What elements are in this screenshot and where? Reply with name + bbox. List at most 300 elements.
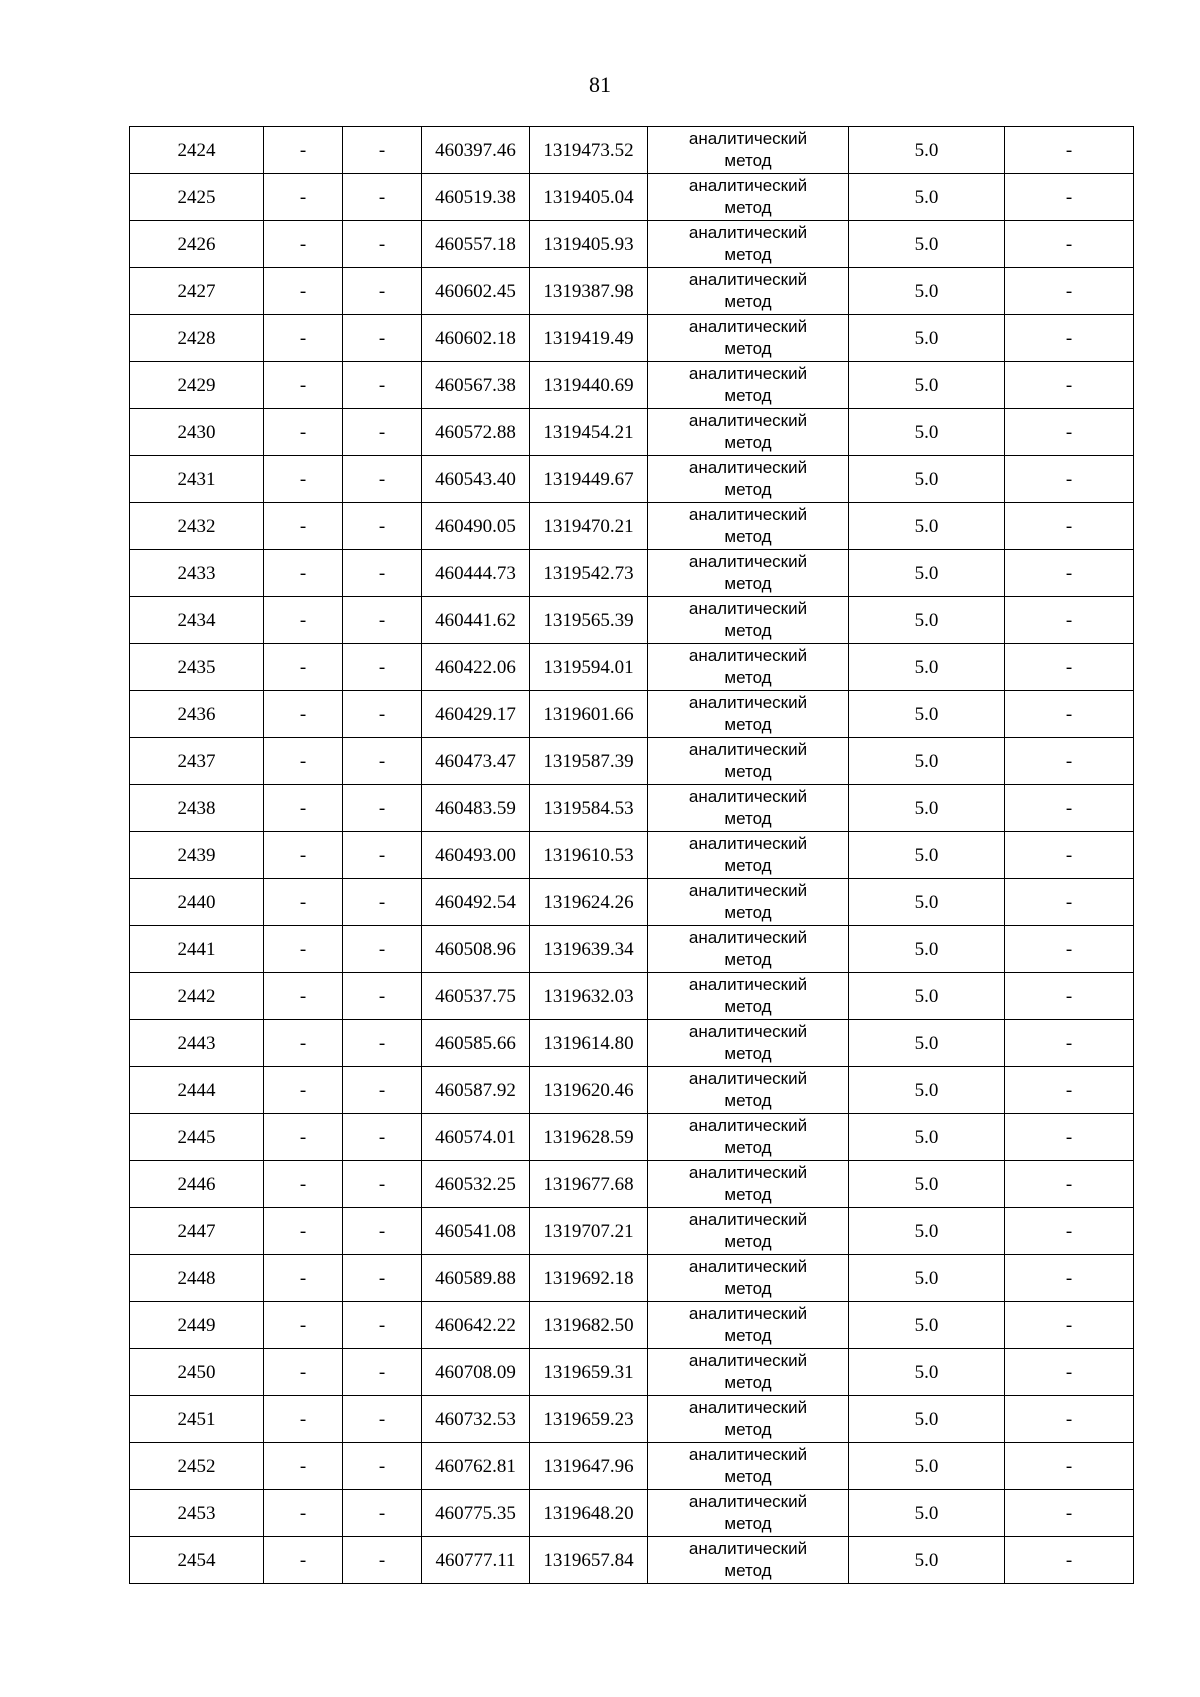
method-cell <box>648 268 849 315</box>
accuracy-cell: 5.0 <box>849 1020 1005 1067</box>
column-2-cell: - <box>264 973 343 1020</box>
method-line-1: аналитический <box>688 1257 808 1276</box>
y-coordinate-cell: 1319473.52 <box>530 127 648 174</box>
column-2-cell: - <box>264 1443 343 1490</box>
table-row <box>130 362 1134 409</box>
table-row <box>130 1537 1134 1584</box>
column-3-cell: - <box>343 1020 422 1067</box>
y-coordinate-cell: 1319648.20 <box>530 1490 648 1537</box>
method-cell <box>648 456 849 503</box>
column-3-cell: - <box>343 644 422 691</box>
table-row <box>130 644 1134 691</box>
accuracy-cell: 5.0 <box>849 879 1005 926</box>
y-coordinate-cell: 1319610.53 <box>530 832 648 879</box>
accuracy-cell: 5.0 <box>849 691 1005 738</box>
x-coordinate-cell: 460483.59 <box>422 785 530 832</box>
y-coordinate-cell: 1319440.69 <box>530 362 648 409</box>
point-number-cell: 2452 <box>130 1443 264 1490</box>
method-line-1: аналитический <box>688 646 808 665</box>
table-row <box>130 691 1134 738</box>
method-cell <box>648 832 849 879</box>
accuracy-cell: 5.0 <box>849 174 1005 221</box>
method-line-2: метод <box>724 950 772 969</box>
note-cell: - <box>1005 879 1134 926</box>
note-cell: - <box>1005 221 1134 268</box>
column-2-cell: - <box>264 597 343 644</box>
table-row <box>130 1396 1134 1443</box>
x-coordinate-cell: 460422.06 <box>422 644 530 691</box>
note-cell: - <box>1005 1067 1134 1114</box>
y-coordinate-cell: 1319632.03 <box>530 973 648 1020</box>
y-coordinate-cell: 1319692.18 <box>530 1255 648 1302</box>
column-2-cell: - <box>264 1302 343 1349</box>
method-line-2: метод <box>724 856 772 875</box>
y-coordinate-cell: 1319565.39 <box>530 597 648 644</box>
method-cell <box>648 362 849 409</box>
column-3-cell: - <box>343 268 422 315</box>
x-coordinate-cell: 460585.66 <box>422 1020 530 1067</box>
x-coordinate-cell: 460567.38 <box>422 362 530 409</box>
y-coordinate-cell: 1319647.96 <box>530 1443 648 1490</box>
column-3-cell: - <box>343 550 422 597</box>
method-line-2: метод <box>724 1514 772 1533</box>
column-2-cell: - <box>264 879 343 926</box>
table-row <box>130 1255 1134 1302</box>
accuracy-cell: 5.0 <box>849 1537 1005 1584</box>
accuracy-cell: 5.0 <box>849 785 1005 832</box>
method-line-2: метод <box>724 151 772 170</box>
method-line-2: метод <box>724 762 772 781</box>
column-2-cell: - <box>264 1114 343 1161</box>
note-cell: - <box>1005 832 1134 879</box>
table-row <box>130 1020 1134 1067</box>
method-cell <box>648 1537 849 1584</box>
accuracy-cell: 5.0 <box>849 362 1005 409</box>
note-cell: - <box>1005 550 1134 597</box>
method-cell <box>648 1114 849 1161</box>
column-3-cell: - <box>343 1208 422 1255</box>
method-line-1: аналитический <box>688 1116 808 1135</box>
x-coordinate-cell: 460642.22 <box>422 1302 530 1349</box>
point-number-cell: 2442 <box>130 973 264 1020</box>
method-line-1: аналитический <box>688 787 808 806</box>
note-cell: - <box>1005 1114 1134 1161</box>
point-number-cell: 2453 <box>130 1490 264 1537</box>
y-coordinate-cell: 1319624.26 <box>530 879 648 926</box>
column-2-cell: - <box>264 738 343 785</box>
accuracy-cell: 5.0 <box>849 409 1005 456</box>
note-cell: - <box>1005 1208 1134 1255</box>
method-line-1: аналитический <box>688 881 808 900</box>
table-row <box>130 456 1134 503</box>
y-coordinate-cell: 1319449.67 <box>530 456 648 503</box>
point-number-cell: 2434 <box>130 597 264 644</box>
table-row <box>130 221 1134 268</box>
column-2-cell: - <box>264 362 343 409</box>
y-coordinate-cell: 1319470.21 <box>530 503 648 550</box>
table-row <box>130 926 1134 973</box>
method-line-1: аналитический <box>688 1351 808 1370</box>
column-2-cell: - <box>264 926 343 973</box>
note-cell: - <box>1005 1302 1134 1349</box>
note-cell: - <box>1005 1537 1134 1584</box>
method-cell <box>648 1067 849 1114</box>
x-coordinate-cell: 460429.17 <box>422 691 530 738</box>
method-line-2: метод <box>724 809 772 828</box>
column-3-cell: - <box>343 1302 422 1349</box>
column-2-cell: - <box>264 1067 343 1114</box>
column-3-cell: - <box>343 456 422 503</box>
y-coordinate-cell: 1319587.39 <box>530 738 648 785</box>
x-coordinate-cell: 460574.01 <box>422 1114 530 1161</box>
x-coordinate-cell: 460492.54 <box>422 879 530 926</box>
column-2-cell: - <box>264 550 343 597</box>
column-2-cell: - <box>264 221 343 268</box>
accuracy-cell: 5.0 <box>849 973 1005 1020</box>
method-line-2: метод <box>724 1326 772 1345</box>
column-2-cell: - <box>264 691 343 738</box>
x-coordinate-cell: 460589.88 <box>422 1255 530 1302</box>
y-coordinate-cell: 1319628.59 <box>530 1114 648 1161</box>
method-line-2: метод <box>724 1420 772 1439</box>
point-number-cell: 2437 <box>130 738 264 785</box>
method-cell <box>648 1161 849 1208</box>
column-3-cell: - <box>343 1396 422 1443</box>
accuracy-cell: 5.0 <box>849 832 1005 879</box>
method-line-1: аналитический <box>688 1210 808 1229</box>
point-number-cell: 2450 <box>130 1349 264 1396</box>
y-coordinate-cell: 1319584.53 <box>530 785 648 832</box>
column-3-cell: - <box>343 597 422 644</box>
method-line-2: метод <box>724 480 772 499</box>
x-coordinate-cell: 460397.46 <box>422 127 530 174</box>
point-number-cell: 2438 <box>130 785 264 832</box>
method-line-2: метод <box>724 1561 772 1580</box>
method-cell <box>648 221 849 268</box>
table-row <box>130 1349 1134 1396</box>
column-3-cell: - <box>343 1537 422 1584</box>
method-line-2: метод <box>724 621 772 640</box>
x-coordinate-cell: 460508.96 <box>422 926 530 973</box>
table-row <box>130 1443 1134 1490</box>
column-3-cell: - <box>343 691 422 738</box>
method-line-2: метод <box>724 574 772 593</box>
point-number-cell: 2440 <box>130 879 264 926</box>
column-2-cell: - <box>264 174 343 221</box>
x-coordinate-cell: 460473.47 <box>422 738 530 785</box>
point-number-cell: 2426 <box>130 221 264 268</box>
x-coordinate-cell: 460602.45 <box>422 268 530 315</box>
table-row <box>130 503 1134 550</box>
table-row <box>130 597 1134 644</box>
accuracy-cell: 5.0 <box>849 268 1005 315</box>
method-line-2: метод <box>724 245 772 264</box>
table-row <box>130 268 1134 315</box>
note-cell: - <box>1005 315 1134 362</box>
table-row <box>130 1114 1134 1161</box>
y-coordinate-cell: 1319419.49 <box>530 315 648 362</box>
note-cell: - <box>1005 456 1134 503</box>
method-line-1: аналитический <box>688 1022 808 1041</box>
method-cell <box>648 785 849 832</box>
method-line-1: аналитический <box>688 505 808 524</box>
method-line-1: аналитический <box>688 223 808 242</box>
method-cell <box>648 926 849 973</box>
column-3-cell: - <box>343 832 422 879</box>
method-cell <box>648 127 849 174</box>
table-row <box>130 785 1134 832</box>
method-cell <box>648 738 849 785</box>
column-2-cell: - <box>264 315 343 362</box>
note-cell: - <box>1005 926 1134 973</box>
method-cell <box>648 174 849 221</box>
method-line-1: аналитический <box>688 599 808 618</box>
table-row <box>130 1302 1134 1349</box>
method-line-2: метод <box>724 527 772 546</box>
method-line-2: метод <box>724 1091 772 1110</box>
column-3-cell: - <box>343 503 422 550</box>
method-line-2: метод <box>724 1044 772 1063</box>
point-number-cell: 2449 <box>130 1302 264 1349</box>
point-number-cell: 2443 <box>130 1020 264 1067</box>
column-3-cell: - <box>343 127 422 174</box>
note-cell: - <box>1005 127 1134 174</box>
y-coordinate-cell: 1319657.84 <box>530 1537 648 1584</box>
x-coordinate-cell: 460543.40 <box>422 456 530 503</box>
column-2-cell: - <box>264 503 343 550</box>
accuracy-cell: 5.0 <box>849 1302 1005 1349</box>
method-line-2: метод <box>724 715 772 734</box>
accuracy-cell: 5.0 <box>849 1161 1005 1208</box>
y-coordinate-cell: 1319594.01 <box>530 644 648 691</box>
point-number-cell: 2454 <box>130 1537 264 1584</box>
method-cell <box>648 1396 849 1443</box>
y-coordinate-cell: 1319659.23 <box>530 1396 648 1443</box>
point-number-cell: 2444 <box>130 1067 264 1114</box>
method-line-1: аналитический <box>688 411 808 430</box>
note-cell: - <box>1005 174 1134 221</box>
accuracy-cell: 5.0 <box>849 1490 1005 1537</box>
column-3-cell: - <box>343 1161 422 1208</box>
note-cell: - <box>1005 644 1134 691</box>
method-line-1: аналитический <box>688 1069 808 1088</box>
accuracy-cell: 5.0 <box>849 315 1005 362</box>
table-row <box>130 1490 1134 1537</box>
method-line-2: метод <box>724 1232 772 1251</box>
method-line-1: аналитический <box>688 552 808 571</box>
note-cell: - <box>1005 1161 1134 1208</box>
x-coordinate-cell: 460490.05 <box>422 503 530 550</box>
y-coordinate-cell: 1319601.66 <box>530 691 648 738</box>
x-coordinate-cell: 460444.73 <box>422 550 530 597</box>
column-2-cell: - <box>264 268 343 315</box>
y-coordinate-cell: 1319620.46 <box>530 1067 648 1114</box>
accuracy-cell: 5.0 <box>849 926 1005 973</box>
column-2-cell: - <box>264 832 343 879</box>
method-line-1: аналитический <box>688 458 808 477</box>
column-2-cell: - <box>264 785 343 832</box>
method-cell <box>648 550 849 597</box>
accuracy-cell: 5.0 <box>849 550 1005 597</box>
accuracy-cell: 5.0 <box>849 1349 1005 1396</box>
y-coordinate-cell: 1319682.50 <box>530 1302 648 1349</box>
point-number-cell: 2428 <box>130 315 264 362</box>
column-2-cell: - <box>264 1255 343 1302</box>
column-2-cell: - <box>264 1490 343 1537</box>
column-2-cell: - <box>264 1349 343 1396</box>
accuracy-cell: 5.0 <box>849 1208 1005 1255</box>
y-coordinate-cell: 1319405.04 <box>530 174 648 221</box>
column-2-cell: - <box>264 409 343 456</box>
table-row <box>130 738 1134 785</box>
x-coordinate-cell: 460572.88 <box>422 409 530 456</box>
method-line-1: аналитический <box>688 270 808 289</box>
method-line-1: аналитический <box>688 364 808 383</box>
note-cell: - <box>1005 1443 1134 1490</box>
column-3-cell: - <box>343 973 422 1020</box>
point-number-cell: 2431 <box>130 456 264 503</box>
x-coordinate-cell: 460541.08 <box>422 1208 530 1255</box>
note-cell: - <box>1005 362 1134 409</box>
method-line-1: аналитический <box>688 975 808 994</box>
note-cell: - <box>1005 1349 1134 1396</box>
point-number-cell: 2436 <box>130 691 264 738</box>
method-cell <box>648 1349 849 1396</box>
column-3-cell: - <box>343 315 422 362</box>
table-row <box>130 1161 1134 1208</box>
method-line-2: метод <box>724 903 772 922</box>
x-coordinate-cell: 460441.62 <box>422 597 530 644</box>
method-line-1: аналитический <box>688 129 808 148</box>
x-coordinate-cell: 460537.75 <box>422 973 530 1020</box>
method-line-1: аналитический <box>688 1492 808 1511</box>
column-3-cell: - <box>343 1490 422 1537</box>
column-3-cell: - <box>343 879 422 926</box>
note-cell: - <box>1005 1255 1134 1302</box>
method-cell <box>648 503 849 550</box>
accuracy-cell: 5.0 <box>849 644 1005 691</box>
method-line-2: метод <box>724 668 772 687</box>
x-coordinate-cell: 460762.81 <box>422 1443 530 1490</box>
method-line-2: метод <box>724 433 772 452</box>
x-coordinate-cell: 460602.18 <box>422 315 530 362</box>
column-2-cell: - <box>264 1396 343 1443</box>
method-cell <box>648 1208 849 1255</box>
y-coordinate-cell: 1319405.93 <box>530 221 648 268</box>
accuracy-cell: 5.0 <box>849 1114 1005 1161</box>
column-3-cell: - <box>343 1443 422 1490</box>
accuracy-cell: 5.0 <box>849 221 1005 268</box>
column-3-cell: - <box>343 1349 422 1396</box>
method-line-2: метод <box>724 339 772 358</box>
table-body <box>130 127 1134 1584</box>
note-cell: - <box>1005 691 1134 738</box>
accuracy-cell: 5.0 <box>849 503 1005 550</box>
table-row <box>130 409 1134 456</box>
method-line-2: метод <box>724 292 772 311</box>
column-3-cell: - <box>343 926 422 973</box>
method-cell <box>648 1302 849 1349</box>
point-number-cell: 2427 <box>130 268 264 315</box>
column-3-cell: - <box>343 1067 422 1114</box>
column-3-cell: - <box>343 785 422 832</box>
method-line-2: метод <box>724 386 772 405</box>
accuracy-cell: 5.0 <box>849 127 1005 174</box>
point-number-cell: 2425 <box>130 174 264 221</box>
y-coordinate-cell: 1319639.34 <box>530 926 648 973</box>
note-cell: - <box>1005 1396 1134 1443</box>
x-coordinate-cell: 460775.35 <box>422 1490 530 1537</box>
point-number-cell: 2447 <box>130 1208 264 1255</box>
column-2-cell: - <box>264 127 343 174</box>
method-cell <box>648 1443 849 1490</box>
method-cell <box>648 597 849 644</box>
note-cell: - <box>1005 268 1134 315</box>
column-3-cell: - <box>343 174 422 221</box>
table-row <box>130 315 1134 362</box>
table-row <box>130 550 1134 597</box>
method-cell <box>648 1020 849 1067</box>
column-3-cell: - <box>343 362 422 409</box>
y-coordinate-cell: 1319614.80 <box>530 1020 648 1067</box>
method-line-1: аналитический <box>688 928 808 947</box>
x-coordinate-cell: 460557.18 <box>422 221 530 268</box>
method-cell <box>648 691 849 738</box>
note-cell: - <box>1005 785 1134 832</box>
table-row <box>130 973 1134 1020</box>
x-coordinate-cell: 460708.09 <box>422 1349 530 1396</box>
column-2-cell: - <box>264 1537 343 1584</box>
column-2-cell: - <box>264 1208 343 1255</box>
point-number-cell: 2435 <box>130 644 264 691</box>
accuracy-cell: 5.0 <box>849 1067 1005 1114</box>
column-2-cell: - <box>264 456 343 503</box>
point-number-cell: 2429 <box>130 362 264 409</box>
x-coordinate-cell: 460519.38 <box>422 174 530 221</box>
method-line-1: аналитический <box>688 1398 808 1417</box>
column-3-cell: - <box>343 409 422 456</box>
method-line-2: метод <box>724 1185 772 1204</box>
point-number-cell: 2445 <box>130 1114 264 1161</box>
point-number-cell: 2433 <box>130 550 264 597</box>
column-2-cell: - <box>264 1020 343 1067</box>
method-line-1: аналитический <box>688 317 808 336</box>
method-line-2: метод <box>724 198 772 217</box>
note-cell: - <box>1005 973 1134 1020</box>
table-row <box>130 1067 1134 1114</box>
point-number-cell: 2432 <box>130 503 264 550</box>
method-line-2: метод <box>724 1467 772 1486</box>
method-cell <box>648 315 849 362</box>
y-coordinate-cell: 1319542.73 <box>530 550 648 597</box>
accuracy-cell: 5.0 <box>849 597 1005 644</box>
method-line-1: аналитический <box>688 834 808 853</box>
method-line-1: аналитический <box>688 693 808 712</box>
method-cell <box>648 1490 849 1537</box>
method-cell <box>648 409 849 456</box>
column-3-cell: - <box>343 1255 422 1302</box>
note-cell: - <box>1005 1490 1134 1537</box>
method-line-2: метод <box>724 997 772 1016</box>
y-coordinate-cell: 1319454.21 <box>530 409 648 456</box>
column-3-cell: - <box>343 1114 422 1161</box>
method-line-2: метод <box>724 1279 772 1298</box>
accuracy-cell: 5.0 <box>849 1255 1005 1302</box>
method-line-1: аналитический <box>688 1163 808 1182</box>
note-cell: - <box>1005 503 1134 550</box>
column-3-cell: - <box>343 738 422 785</box>
method-cell <box>648 973 849 1020</box>
